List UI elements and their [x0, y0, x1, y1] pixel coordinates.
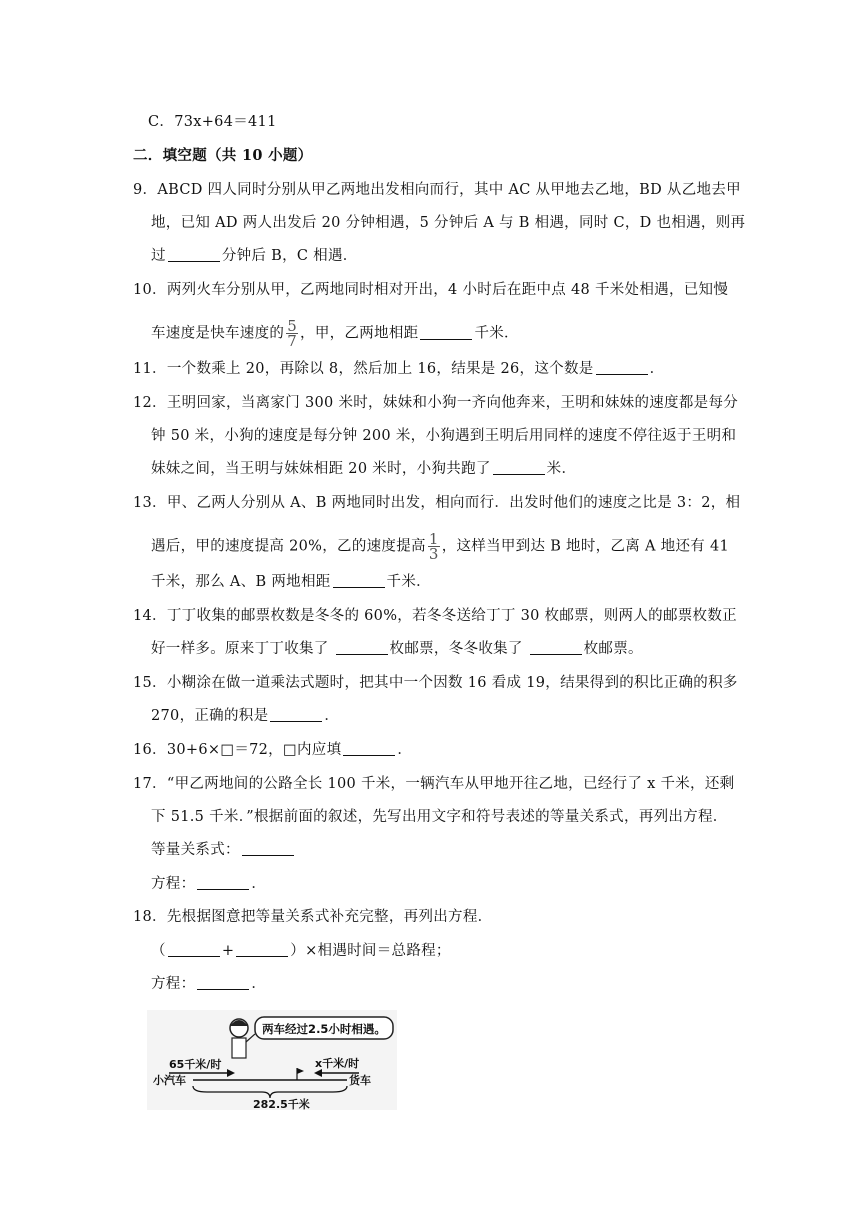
q12-line1: 12．王明回家，当离家门 300 米时，妹妹和小狗一齐向他奔来，王明和妹妹的速度都是每分 — [133, 395, 739, 411]
q10-text-a: 车速度是快车速度的 — [151, 325, 285, 342]
q15-line1: 15．小糊涂在做一道乘法式题时，把其中一个因数 16 看成 19，结果得到的积比正确的积多 — [133, 675, 738, 691]
q16-end: ． — [397, 742, 413, 758]
q17-line2: 下 51.5 千米．”根据前面的叙述，先写出用文字和符号表述的等量关系式，再列出方程． — [151, 809, 728, 825]
car-speed-label: 65千米/时 — [169, 1058, 222, 1071]
speech-text: 两车经过2.5小时相遇。 — [262, 1022, 386, 1036]
q13-line3 — [151, 572, 431, 592]
q13-line1: 13．甲、乙两人分别从 A、B 两地同时出发，相向而行．出发时他们的速度之比是 3：2，相 — [133, 495, 741, 511]
q17-label-relation: 等量关系式： — [151, 842, 240, 858]
q11-text: 11．一个数乘上 20，再除以 8，然后加上 16，结果是 26，这个数是 — [133, 361, 594, 377]
q10-text-b: ，甲，乙两地相距 — [300, 325, 419, 342]
q14-line2 — [151, 639, 643, 659]
meeting-diagram — [147, 1010, 397, 1110]
q11-line — [133, 359, 664, 379]
q13-text-c: 千米，那么 A、B 两地相距 — [151, 574, 331, 590]
q13-text-a: 遇后，甲的速度提高 20%，乙的速度提高 — [151, 538, 426, 555]
car-label: 小汽车 — [153, 1074, 186, 1087]
q9-text-a: 过 — [151, 248, 166, 264]
q9-line2: 地，已知 AD 两人出发后 20 分钟相遇，5 分钟后 A 与 B 相遇，同时 C，D 也相遇，则再 — [151, 215, 746, 231]
answer-blank[interactable] — [197, 975, 249, 990]
q16-text: 16．30+6×□＝72，□内应填 — [133, 742, 342, 758]
answer-blank[interactable] — [197, 875, 249, 890]
q18-label-equation: 方程： — [151, 976, 196, 992]
q12-text-a: 妹妹之间，当王明与妹妹相距 20 米时，小狗共跑了 — [151, 461, 491, 477]
truck-label: 货车 — [349, 1074, 371, 1087]
q15-text-a: 270，正确的积是 — [151, 708, 269, 724]
q12-line2: 钟 50 米，小狗的速度是每分钟 200 米，小狗遇到王明后用同样的速度不停往返于王明和 — [151, 428, 737, 444]
q16-line — [133, 740, 412, 760]
q9-line1: 9．ABCD 四人同时分别从甲乙两地出发相向而行，其中 AC 从甲地去乙地，BD 从乙地去甲 — [133, 182, 741, 198]
q18-paren-open: （ — [151, 943, 166, 959]
q17-end: ． — [251, 876, 267, 892]
q17-label-equation: 方程： — [151, 876, 196, 892]
q9-text-b: 分钟后 B，C 相遇． — [221, 248, 358, 264]
q14-text-b: 枚邮票，冬冬收集了 — [389, 641, 528, 657]
q18-text: ）×相遇时间＝总路程； — [290, 943, 451, 959]
q15-line2 — [151, 706, 339, 726]
option-c: C．73x+64＝411 — [148, 114, 277, 130]
answer-blank[interactable] — [236, 942, 288, 957]
answer-blank[interactable] — [333, 573, 385, 588]
q18-line3 — [151, 974, 266, 994]
q9-line3 — [151, 246, 358, 266]
answer-blank[interactable] — [168, 247, 220, 262]
q14-text-a: 好一样多。原来丁丁收集了 — [151, 641, 334, 657]
total-distance-label: 282.5千米 — [253, 1098, 310, 1110]
q17-line3 — [151, 840, 296, 860]
answer-blank[interactable] — [493, 460, 545, 475]
q10-line2 — [151, 319, 519, 348]
answer-blank[interactable] — [242, 841, 294, 856]
q18-line1: 18．先根据图意把等量关系式补充完整，再列出方程． — [133, 909, 493, 925]
q13-text-b: ，这样当甲到达 B 地时，乙离 A 地还有 41 — [441, 538, 730, 555]
q10-text-c: 千米． — [474, 325, 519, 342]
answer-blank[interactable] — [336, 640, 388, 655]
q18-line2 — [151, 941, 451, 961]
q12-text-b: 米． — [546, 461, 577, 477]
q11-end: ． — [649, 361, 665, 377]
answer-blank[interactable] — [530, 640, 582, 655]
q18-end: ． — [251, 976, 267, 992]
fraction: $\frac{1}{3}$ — [428, 530, 439, 563]
q14-line1: 14．丁丁收集的邮票枚数是冬冬的 60%，若冬冬送给丁丁 30 枚邮票，则两人的邮票枚数正 — [133, 608, 737, 624]
answer-blank[interactable] — [343, 741, 395, 756]
q15-text-b: ． — [324, 708, 340, 724]
answer-blank[interactable] — [270, 707, 322, 722]
truck-speed-label: x千米/时 — [315, 1057, 360, 1070]
q13-text-d: 千米． — [386, 574, 431, 590]
answer-blank[interactable] — [596, 360, 648, 375]
q12-line3 — [151, 459, 576, 479]
answer-blank[interactable] — [420, 325, 472, 340]
answer-blank[interactable] — [168, 942, 220, 957]
q18-plus: + — [221, 943, 235, 959]
q17-line1: 17．“甲乙两地间的公路全长 100 千米，一辆汽车从甲地开往乙地，已经行了 x 千米，还剩 — [133, 776, 735, 792]
q10-line1: 10．两列火车分别从甲，乙两地同时相对开出，4 小时后在距中点 48 千米处相遇，已知慢 — [133, 282, 729, 298]
fraction: $\frac{5}{7}$ — [287, 317, 298, 350]
section-heading: 二．填空题（共 10 小题） — [133, 147, 313, 164]
q17-line4 — [151, 874, 266, 894]
q14-text-c: 枚邮票。 — [583, 641, 643, 657]
q13-line2 — [151, 532, 729, 561]
